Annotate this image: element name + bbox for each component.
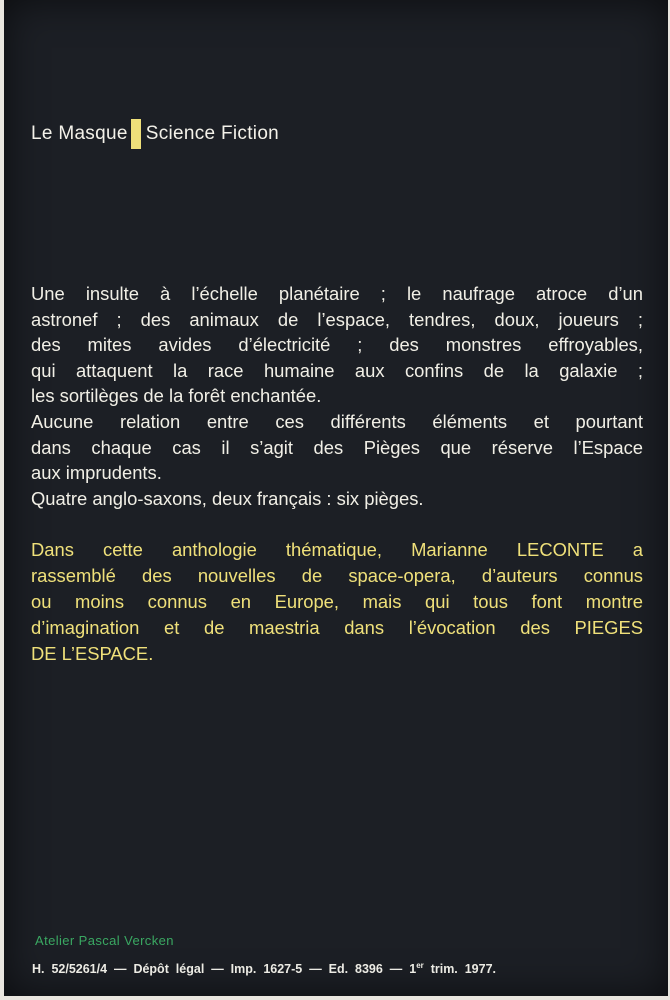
blurb-line: les sortilèges de la forêt enchantée. xyxy=(31,385,322,407)
legal-superscript: er xyxy=(416,961,424,970)
blurb-line: qui attaquent la race humaine aux confins de la galaxie ; xyxy=(31,359,643,381)
blurb-line: des mites avides d’électricité ; des monstres effroyables, xyxy=(31,334,643,356)
blurb-line: dans chaque cas il s’agit des Pièges que réserve l’Espace xyxy=(31,436,643,458)
blurb-white xyxy=(31,281,643,511)
blurb-yellow xyxy=(31,537,643,667)
blurb-line: astronef ; des animaux de l’espace, tendres, doux, joueurs ; xyxy=(31,308,643,330)
blurb-yellow-line: ou moins connus en Europe, mais qui tous font montre xyxy=(31,591,643,612)
designer-credit: Atelier Pascal Vercken xyxy=(35,933,174,948)
legal-text-end: trim. 1977. xyxy=(423,962,497,977)
series-name-science-fiction: Science Fiction xyxy=(145,123,280,144)
blurb-yellow-line: Dans cette anthologie thématique, Marianne LECONTE a xyxy=(31,539,643,560)
series-separator-bar xyxy=(131,119,141,149)
blurb-yellow-line: d’imagination et de maestria dans l’évocation des PIEGES xyxy=(31,617,643,638)
blurb-yellow-line: rassemblé des nouvelles de space-opera, d’auteurs connus xyxy=(31,565,643,586)
blurb-line: Quatre anglo-saxons, deux français : six pièges. xyxy=(31,487,424,509)
blurb-line: Une insulte à l’échelle planétaire ; le naufrage atroce d’un xyxy=(31,283,643,304)
legal-text: H. 52/5261/4 — Dépôt légal — Imp. 1627-5 — Ed. 8396 — 1 xyxy=(32,962,417,977)
legal-notice xyxy=(32,961,496,976)
blurb-line: aux imprudents. xyxy=(31,462,162,484)
blurb-yellow-line: DE L’ESPACE. xyxy=(31,643,154,664)
back-cover xyxy=(4,0,668,996)
blurb-line: Aucune relation entre ces différents éléments et pourtant xyxy=(31,410,643,432)
series-header xyxy=(31,119,279,149)
series-name-masque: Le Masque xyxy=(31,123,128,144)
